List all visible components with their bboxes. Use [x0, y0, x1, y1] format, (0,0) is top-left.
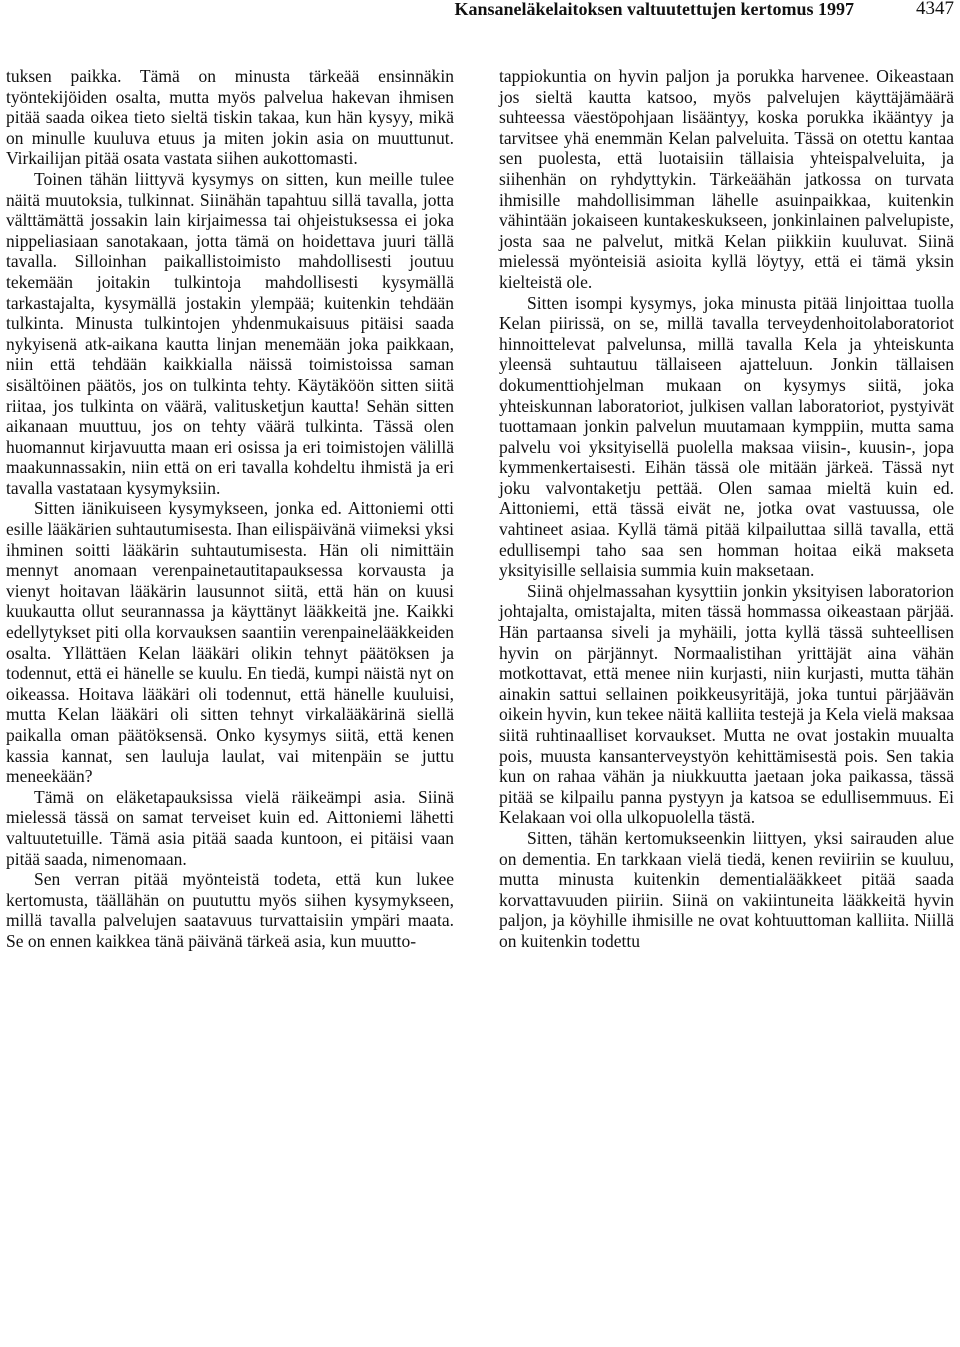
paragraph: Sitten iänikuiseen kysymykseen, jonka ed. Aittoniemi otti esille lääkärien suhtautumisesta. Ihan eilispäivänä viimeksi yksi ihminen soitti lääkärin suhtautumisesta. Hän oli nimittäin mennyt anomaan verenpainetautitapauksessa korvausta ja vienyt hoitavan lääkärin lausunnot siitä, että hän on kuusi kuukautta ollut seurannassa ja käyttänyt lääkkeitä jne. Kaikki edellytykset piti olla korvauksen saantiin verenpainelääkkeiden osalta. Yllättäen Kelan lääkäri olikin tehnyt päätöksen ja todennut, että ei hänelle se kuulu. En tiedä, kumpi näistä nyt on oikeassa. Hoitava lääkäri oli todennut, että hänelle kuuluisi, mutta Kelan lääkäri oli sitten tehnyt virkalääkärinä siellä paikalla oman päätöksensä. Onko kysymys siitä, että kenen kassia kannat, sen lauluja laulat, vai mitenpäin se juttu meneekään?: [6, 498, 454, 787]
paragraph: Toinen tähän liittyvä kysymys on sitten, kun meille tulee näitä muutoksia, tulkinnat. Siinähän tapahtuu sillä tavalla, jotta välttämättä jossakin lain kirjaimessa tai ohjeistuksessa ei joka nippeliasiaan sanotakaan, jotta tämä on hoidettava juuri tällä tavalla. Silloinhan paikallistoimisto mahdollisesti joutuu tekemään joitakin tulkintoja mahdollisesti kysymällä tarkastajalta, kysymällä jostakin ylempää; kuitenkin tehdään tulkinta. Minusta tulkintojen yhdenmukaisuus pitäisi saada nykyisenä atk-aikana kautta linjan menemään joka paikkaan, niin että tehdään kaikkialla näissä toimistoissa saman sisältöinen päätös, jos on tulkinta tehty. Käytäköön sitten siitä riitaa, jos tulkinta on väärä, valitusketjun kautta! Sehän sitten aikanaan muuttuu, jos on tehty väärä tulkinta. Tässä olen huomannut kirjavuutta maan eri osissa ja eri toimistojen välillä maakunnassakin, niin että on eri tavalla kohdeltu ihmistä ja eri tavalla vastataan kysymyksiin.: [6, 168, 454, 498]
right-column: [499, 66, 954, 952]
paragraph: Siinä ohjelmassahan kysyttiin jonkin yksityisen laboratorion johtajalta, omistajalta, miten tässä hommassa oikeastaan pärjää. Hän partaansa siveli ja myhäili, jotta kyllä tässä suhteellisen hyvin on pärjännyt. Normaalistihan yrittäjät aina vähän motkottavat, että menee niin kurjasti, niin kurjasti, mutta tähän ainakin sattui sellainen poikkeusyritäjä, joka tuntui pärjäävän oikein hyvin, kun tekee näitä kalliita testejä ja Kela vielä maksaa siitä ruhtinaalliset korvaukset. Mutta ne ovat jostakin muualta pois, muusta kansanterveystyön kehittämisestä pois. Sen takia kun on rahaa vähän ja niukkuutta jaetaan joka paikassa, tässä pitää se kilpailu panna pystyyn ja katsoa se edullisemmuus. Ei Kelakaan voi olla ulkopuolella tästä.: [499, 580, 954, 828]
left-column: [6, 66, 454, 952]
running-title: Kansaneläkelaitoksen valtuutettujen kertomus 1997: [454, 0, 854, 19]
paragraph: tappiokuntia on hyvin paljon ja porukka harvenee. Oikeastaan jos sieltä kautta katsoo, myös palvelujen käyttäjämäärä suhteessa väestöpohjaan lisääntyy, koska porukka ikääntyy ja tarvitsee yhä enemmän Kelan palveluita. Tässä on otettu kantaa sen puolesta, että luotaisiin tällaisia yhteispalveluita, ja siihenhän on ryhdyttykin. Tärkeäähän jatkossa on turvata ihmisille mahdollisimman lähelle asuinpaikkaa, kuitenkin vähintään jokaiseen kuntakeskukseen, jonkinlainen palvelupiste, josta saa ne palvelut, mitkä Kelan piikkiin kuuluvat. Siinä mielessä myönteisiä asioita kyllä löytyy, että ei tämä yksin kielteistä ole.: [499, 66, 954, 292]
page-header: [6, 0, 954, 34]
paragraph: Sitten, tähän kertomukseenkin liittyen, yksi sairauden alue on dementia. En tarkkaan vielä tiedä, kenen reviiriin se kuuluu, mutta minusta kuitenkin dementialääkkeet pitää saada korvattavuuden piiriin. Siinä on vakiintuneita lääkkeitä hyvin paljon, ja köyhille ihmisille ne ovat kohtuuttoman kalliita. Niillä on kuitenkin todettu: [499, 827, 954, 951]
paragraph: Sen verran pitää myönteistä todeta, että kun lukee kertomusta, täällähän on puututtu myös siihen kysymykseen, millä tavalla palvelujen saatavuus turvattaisiin ympäri maata. Se on ennen kaikkea tänä päivänä tärkeä asia, kun muutto-: [6, 869, 454, 951]
page-number: 4347: [916, 0, 954, 19]
paragraph: Sitten isompi kysymys, joka minusta pitää linjoittaa tuolla Kelan piirissä, on se, millä tavalla terveydenhoitolaboratoriot hinnoittelevat palvelunsa, millä tavalla Kela ja yhteiskunta yleensä suhtautuu tällaiseen ajatteluun. Jonkin tällaisen dokumenttiohjelman mukaan on kysymys siitä, joka yhteiskunnan laboratoriot, julkisen vallan laboratoriot, pystyivät tuottamaan jonkin palvelun muutamaan kymppiin, mutta sama palvelu voi yksityisellä puolella maksaa viisin-, kuusin-, jopa kymmenkertaisesti. Eihän tässä ole mitään järkeä. Tässä nyt joku valvontaketju pettää. Olen samaa mieltä kuin ed. Aittoniemi, että tässä eivät ne, jotka ovat vastuussa, ole vahtineet asiaa. Kyllä tämä pitää kilpailuttaa sillä tavalla, että edullisempi taho saa sen homman hoitaa eikä makseta yksityisille sellaisia summia kuin maksetaan.: [499, 292, 954, 581]
paragraph: tuksen paikka. Tämä on minusta tärkeää ensinnäkin työntekijöiden osalta, mutta myös palvelua hakevan ihmisen pitää saada oikea tieto sieltä tiskin takaa, kun hän kysyy, mikä on minulle kuuluva etuus ja miten jokin asia on muuttunut. Virkailijan pitää osata vastata siihen aukottomasti.: [6, 66, 454, 169]
paragraph: Tämä on eläketapauksissa vielä räikeämpi asia. Siinä mielessä tässä on samat terveiset kuin ed. Aittoniemi lähetti valtuutetuille. Tämä asia pitää saada kuntoon, ei pitäisi vaan pitää saada, nimenomaan.: [6, 786, 454, 869]
